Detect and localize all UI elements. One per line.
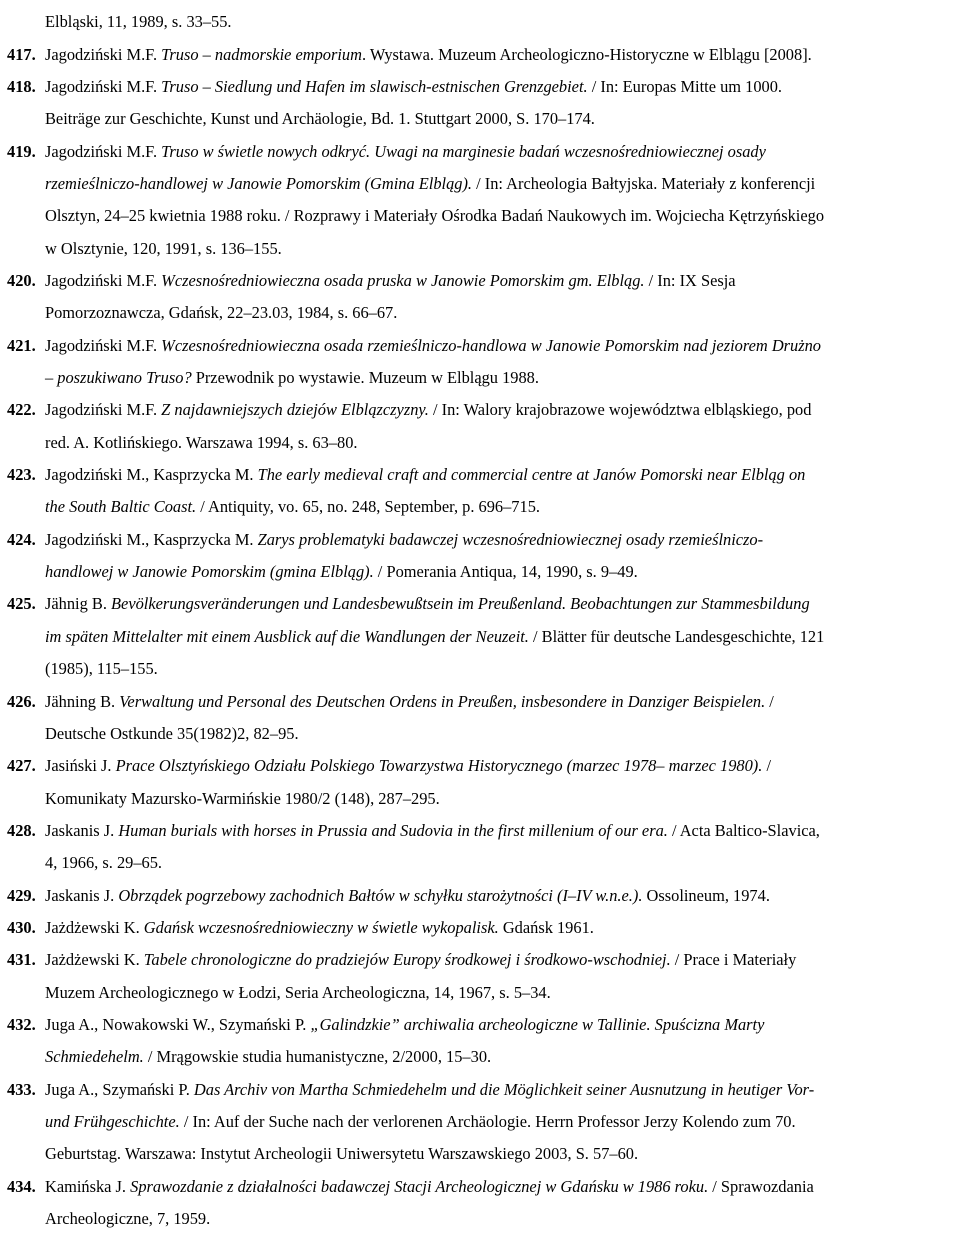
bibliography-line <box>0 588 960 620</box>
bibliography-line <box>0 653 960 685</box>
entry-text-segment: Ossolineum, 1974. <box>642 886 770 905</box>
entry-text-segment: / Prace i Materiały <box>670 950 797 969</box>
entry-text-segment: / Acta Baltico-Slavica, <box>667 821 820 840</box>
bibliography-line <box>0 427 960 459</box>
entry-text <box>45 168 815 200</box>
entry-text-segment: Jagodziński M.F. <box>45 400 162 419</box>
entry-text-segment: Elbląski, 11, 1989, s. 33–55. <box>45 12 232 31</box>
entry-title-italic: Verwaltung und Personal des Deutschen Ordens in Preußen, insbesondere in Danziger Beispielen. <box>119 692 766 711</box>
entry-number: 422. <box>7 400 36 419</box>
entry-text-segment: Jagodziński M.F. <box>45 77 162 96</box>
entry-text-segment: Jagodziński M., Kasprzycka M. <box>45 530 258 549</box>
entry-text <box>45 750 771 782</box>
entry-text-segment: Jagodziński M.F. <box>45 336 162 355</box>
entry-text <box>45 6 232 38</box>
entry-title-italic: Das Archiv von Martha Schmiedehelm und die Möglichkeit seiner Ausnutzung in heutiger Vor- <box>193 1080 815 1099</box>
entry-text-segment: / In: Walory krajobrazowe województwa elbląskiego, pod <box>428 400 812 419</box>
entry-text-segment: / Mrągowskie studia humanistyczne, 2/2000, 15–30. <box>143 1047 492 1066</box>
entry-number: 424. <box>7 530 36 549</box>
entry-text <box>45 491 540 523</box>
entry-text-segment: / In: Europas Mitte um 1000. <box>587 77 783 96</box>
entry-text <box>45 588 810 620</box>
entry-text <box>45 1041 491 1073</box>
bibliography-line <box>0 686 960 718</box>
entry-text <box>45 524 763 556</box>
entry-text-segment: / Sprawozdania <box>708 1177 814 1196</box>
entry-text <box>45 1203 210 1235</box>
entry-text-segment: Pomorzoznawcza, Gdańsk, 22–23.03, 1984, s. 66–67. <box>45 303 398 322</box>
entry-text <box>45 71 782 103</box>
entry-text-segment: red. A. Kotlińskiego. Warszawa 1994, s. 63–80. <box>45 433 358 452</box>
entry-text-segment: / Pomerania Antiqua, 14, 1990, s. 9–49. <box>373 562 638 581</box>
bibliography-line <box>0 459 960 491</box>
bibliography-line <box>0 103 960 135</box>
bibliography-line <box>0 847 960 879</box>
bibliography-line <box>0 1171 960 1203</box>
entry-title-italic: und Frühgeschichte. <box>45 1112 180 1131</box>
entry-text-segment: Jażdżewski K. <box>45 918 144 937</box>
entry-text-segment: Kamińska J. <box>45 1177 131 1196</box>
bibliography-line <box>0 750 960 782</box>
entry-text-segment: Archeologiczne, 7, 1959. <box>45 1209 211 1228</box>
entry-text <box>45 880 770 912</box>
entry-text-segment: Olsztyn, 24–25 kwietnia 1988 roku. / Rozprawy i Materiały Ośrodka Badań Naukowych im. Wojciecha Kętrzyńskiego <box>45 206 825 225</box>
entry-title-italic: Human burials with horses in Prussia and Sudovia in the first millenium of our era. <box>118 821 668 840</box>
entry-text <box>45 977 551 1009</box>
entry-text <box>45 1009 764 1041</box>
entry-number: 421. <box>7 336 36 355</box>
entry-text-segment: / In: Auf der Suche nach der verlorenen Archäologie. Herrn Professor Jerzy Kolendo zum 70. <box>179 1112 796 1131</box>
entry-number: 417. <box>7 45 36 64</box>
entry-text-segment: Jagodziński M.F. <box>45 271 162 290</box>
bibliography-line <box>0 330 960 362</box>
entry-title-italic: Bevölkerungsveränderungen und Landesbewußtsein im Preußenland. Beobachtungen zur Stammesbildung <box>111 594 810 613</box>
entry-text-segment: w Olsztynie, 120, 1991, s. 136–155. <box>45 239 282 258</box>
bibliography-line <box>0 556 960 588</box>
entry-number: 432. <box>7 1015 36 1034</box>
entry-title-italic: Zarys problematyki badawczej wczesnośredniowiecznej osady rzemieślniczo- <box>257 530 764 549</box>
entry-title-italic: Obrządek pogrzebowy zachodnich Bałtów w schyłku starożytności (I–IV w.n.e.). <box>118 886 643 905</box>
bibliography-line <box>0 200 960 232</box>
bibliography-line <box>0 783 960 815</box>
entry-text-segment: Geburtstag. Warszawa: Instytut Archeologii Uniwersytetu Warszawskiego 2003, S. 57–60. <box>45 1144 639 1163</box>
entry-text <box>45 556 638 588</box>
entry-title-italic: im späten Mittelalter mit einem Ausblick auf die Wandlungen der Neuzeit. <box>45 627 529 646</box>
entry-text <box>45 459 805 491</box>
entry-text-segment: Jażdżewski K. <box>45 950 144 969</box>
entry-text <box>45 1138 638 1170</box>
entry-number: 429. <box>7 886 36 905</box>
entry-text <box>45 103 595 135</box>
entry-text <box>45 265 736 297</box>
entry-number: 431. <box>7 950 36 969</box>
bibliography-line <box>0 71 960 103</box>
entry-number: 426. <box>7 692 36 711</box>
entry-text-segment: Jaskanis J. <box>45 821 119 840</box>
bibliography-line <box>0 977 960 1009</box>
entry-number: 420. <box>7 271 36 290</box>
entry-title-italic: Truso w świetle nowych odkryć. Uwagi na marginesie badań wczesnośredniowiecznej osady <box>161 142 766 161</box>
entry-title-italic: Sprawozdanie z działalności badawczej Stacji Archeologicznej w Gdańsku w 1986 roku. <box>130 1177 709 1196</box>
entry-text-segment: Komunikaty Mazursko-Warmińskie 1980/2 (148), 287–295. <box>45 789 440 808</box>
bibliography-line <box>0 6 960 38</box>
entry-text-segment: . Wystawa. Muzeum Archeologiczno-Historyczne w Elblągu [2008]. <box>361 45 812 64</box>
entry-text <box>45 783 440 815</box>
entry-text <box>45 718 299 750</box>
bibliography-line <box>0 1074 960 1106</box>
entry-text-segment: / <box>762 756 772 775</box>
bibliography-line <box>0 265 960 297</box>
entry-number: 425. <box>7 594 36 613</box>
entry-text-segment: / Antiquity, vo. 65, no. 248, September, p. 696–715. <box>196 497 540 516</box>
entry-title-italic: handlowej w Janowie Pomorskim (gmina Elbląg). <box>45 562 374 581</box>
bibliography-line <box>0 912 960 944</box>
entry-text <box>45 136 766 168</box>
entry-text <box>45 1074 814 1106</box>
entry-title-italic: The early medieval craft and commercial centre at Janów Pomorski near Elbląg on <box>257 465 806 484</box>
bibliography-line <box>0 1009 960 1041</box>
bibliography-line <box>0 718 960 750</box>
entry-number: 419. <box>7 142 36 161</box>
entry-text <box>45 912 594 944</box>
bibliography-line <box>0 362 960 394</box>
entry-text <box>45 686 774 718</box>
bibliography-line <box>0 1203 960 1235</box>
bibliography-line <box>0 1106 960 1138</box>
entry-text-segment: (1985), 115–155. <box>45 659 158 678</box>
entry-title-italic: Wczesnośredniowieczna osada pruska w Janowie Pomorskim gm. Elbląg. <box>161 271 645 290</box>
entry-title-italic: Schmiedehelm. <box>45 1047 144 1066</box>
bibliography-line <box>0 491 960 523</box>
entry-text <box>45 200 824 232</box>
entry-text-segment: Beiträge zur Geschichte, Kunst und Archäologie, Bd. 1. Stuttgart 2000, S. 170–174. <box>45 109 595 128</box>
bibliography-line <box>0 394 960 426</box>
entry-text-segment: Jagodziński M.F. <box>45 142 162 161</box>
bibliography-line <box>0 880 960 912</box>
entry-title-italic: – poszukiwano Truso? <box>45 368 192 387</box>
entry-number: 434. <box>7 1177 36 1196</box>
entry-text <box>45 233 282 265</box>
entry-title-italic: Z najdawniejszych dziejów Elblązczyzny. <box>161 400 429 419</box>
entry-text <box>45 330 821 362</box>
bibliography-line <box>0 1041 960 1073</box>
entry-number: 418. <box>7 77 36 96</box>
entry-text-segment: Przewodnik po wystawie. Muzeum w Elblągu 1988. <box>191 368 539 387</box>
entry-text-segment: / <box>765 692 774 711</box>
entry-text-segment: Jaskanis J. <box>45 886 119 905</box>
entry-title-italic: Prace Olsztyńskiego Odziału Polskiego Towarzystwa Historycznego (marzec 1978– marzec 1980). <box>115 756 763 775</box>
entry-text-segment: Jagodziński M.F. <box>45 45 162 64</box>
entry-title-italic: Truso – Siedlung und Hafen im slawisch-estnischen Grenzgebiet. <box>161 77 588 96</box>
entry-text-segment: / In: Archeologia Bałtyjska. Materiały z konferencji <box>472 174 816 193</box>
entry-text-segment: Jähning B. <box>45 692 120 711</box>
bibliography-line <box>0 297 960 329</box>
entry-text-segment: / In: IX Sesja <box>644 271 736 290</box>
entry-text <box>45 427 358 459</box>
entry-title-italic: rzemieślniczo-handlowej w Janowie Pomorskim (Gmina Elbląg). <box>45 174 473 193</box>
entry-text <box>45 362 539 394</box>
entry-text-segment: Gdańsk 1961. <box>498 918 594 937</box>
entry-title-italic: Wczesnośredniowieczna osada rzemieślniczo-handlowa w Janowie Pomorskim nad jeziorem Drużno <box>161 336 821 355</box>
entry-text <box>45 815 820 847</box>
entry-text <box>45 653 158 685</box>
bibliography-line <box>0 621 960 653</box>
bibliography-line <box>0 1138 960 1170</box>
entry-number: 433. <box>7 1080 36 1099</box>
bibliography-line <box>0 815 960 847</box>
bibliography-line <box>0 944 960 976</box>
entry-text-segment: / Blätter für deutsche Landesgeschichte, 121 <box>528 627 825 646</box>
entry-number: 430. <box>7 918 36 937</box>
bibliography-line <box>0 136 960 168</box>
entry-text-segment: Jagodziński M., Kasprzycka M. <box>45 465 258 484</box>
entry-text <box>45 1106 796 1138</box>
entry-text <box>45 944 796 976</box>
entry-text <box>45 39 812 71</box>
entry-text-segment: Muzem Archeologicznego w Łodzi, Seria Archeologiczna, 14, 1967, s. 5–34. <box>45 983 551 1002</box>
entry-title-italic: Truso – nadmorskie emporium <box>161 45 362 64</box>
entry-number: 427. <box>7 756 36 775</box>
entry-text-segment: Jähnig B. <box>45 594 112 613</box>
entry-text-segment: Juga A., Szymański P. <box>45 1080 194 1099</box>
entry-text <box>45 621 824 653</box>
entry-text <box>45 394 811 426</box>
entry-title-italic: „Galindzkie” archiwalia archeologiczne w Tallinie. Spuścizna Marty <box>310 1015 765 1034</box>
entry-text <box>45 297 397 329</box>
bibliography-line <box>0 39 960 71</box>
entry-title-italic: the South Baltic Coast. <box>45 497 197 516</box>
entry-text-segment: 4, 1966, s. 29–65. <box>45 853 163 872</box>
entry-text-segment: Deutsche Ostkunde 35(1982)2, 82–95. <box>45 724 299 743</box>
entry-text-segment: Juga A., Nowakowski W., Szymański P. <box>45 1015 311 1034</box>
entry-text-segment: Jasiński J. <box>45 756 116 775</box>
bibliography-line <box>0 168 960 200</box>
entry-title-italic: Tabele chronologiczne do pradziejów Europy środkowej i środkowo-wschodniej. <box>143 950 671 969</box>
entry-title-italic: Gdańsk wczesnośredniowieczny w świetle wykopalisk. <box>143 918 499 937</box>
bibliography-line <box>0 233 960 265</box>
entry-number: 423. <box>7 465 36 484</box>
entry-text <box>45 847 162 879</box>
entry-text <box>45 1171 814 1203</box>
bibliography-line <box>0 524 960 556</box>
entry-number: 428. <box>7 821 36 840</box>
